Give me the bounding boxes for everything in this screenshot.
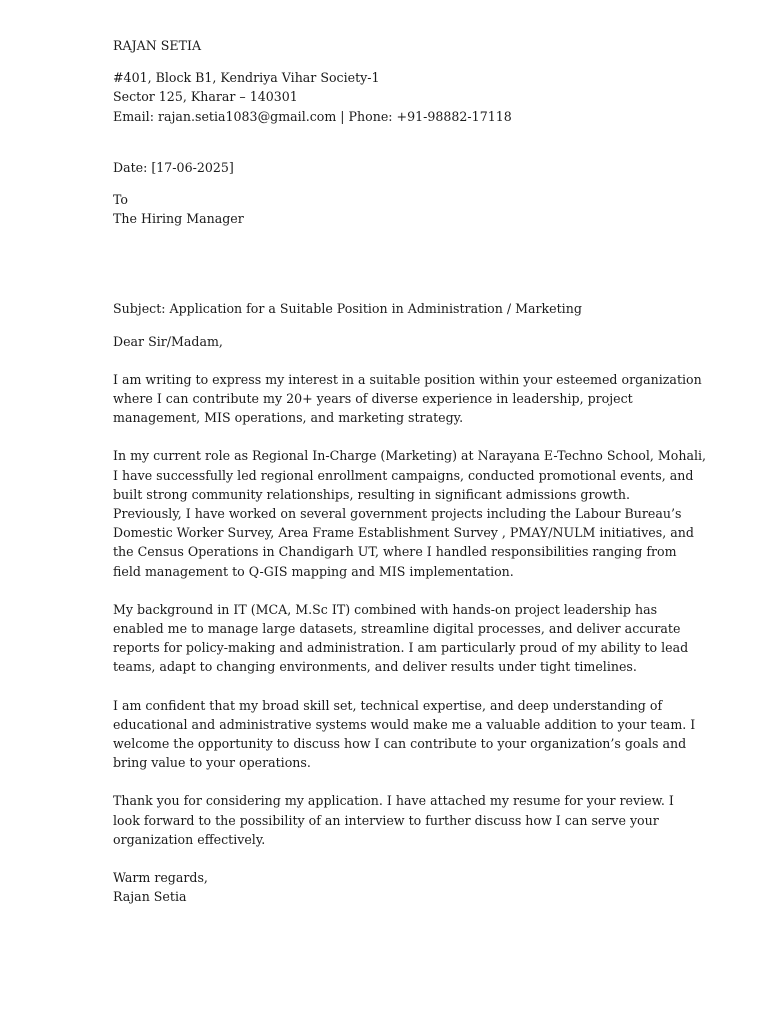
paragraph-line: I am confident that my broad skill set, technical expertise, and deep understanding of xyxy=(113,697,663,713)
letter-salutation: Dear Sir/Madam, xyxy=(113,333,223,349)
paragraph-line: In my current role as Regional In-Charge (Marketing) at Narayana E-Techno School, Mohali, xyxy=(113,448,707,464)
paragraph-line: the Census Operations in Chandigarh UT, where I handled responsibilities ranging from xyxy=(113,544,677,560)
paragraph-line: My background in IT (MCA, M.Sc IT) combined with hands-on project leadership has xyxy=(113,601,658,617)
letter-date: Date: [17-06-2025] xyxy=(113,159,234,175)
paragraph-line: educational and administrative systems would make me a valuable addition to your team. I xyxy=(113,716,696,732)
closing-name: Rajan Setia xyxy=(113,889,187,905)
paragraph-1 xyxy=(113,370,702,428)
paragraph-line: where I can contribute my 20+ years of diverse experience in leadership, project xyxy=(113,391,633,407)
sender-address-line1: #401, Block B1, Kendriya Vihar Society-1 xyxy=(113,70,380,86)
recipient-title: The Hiring Manager xyxy=(113,211,244,227)
letter-page xyxy=(113,36,707,907)
paragraph-line: Previously, I have worked on several government projects including the Labour Bureau’s xyxy=(113,506,682,522)
paragraph-line: look forward to the possibility of an interview to further discuss how I can serve your xyxy=(113,812,659,828)
paragraph-line: field management to Q-GIS mapping and MIS implementation. xyxy=(113,563,514,579)
paragraph-line: welcome the opportunity to discuss how I can contribute to your organization’s goals and xyxy=(113,736,687,752)
recipient-to: To xyxy=(113,192,129,208)
paragraph-line: enabled me to manage large datasets, streamline digital processes, and deliver accurate xyxy=(113,621,681,637)
paragraph-line: bring value to your operations. xyxy=(113,755,311,771)
paragraph-line: Thank you for considering my application. I have attached my resume for your review. I xyxy=(113,793,674,809)
paragraph-line: teams, adapt to changing environments, and deliver results under tight timelines. xyxy=(113,659,637,675)
paragraph-5 xyxy=(113,791,673,849)
paragraph-line: organization effectively. xyxy=(113,831,266,847)
sender-block xyxy=(113,36,673,126)
paragraph-line: built strong community relationships, resulting in significant admissions growth. xyxy=(113,486,631,502)
paragraph-4 xyxy=(113,696,696,773)
paragraph-2 xyxy=(113,446,707,580)
paragraph-line: I am writing to express my interest in a suitable position within your esteemed organization xyxy=(113,371,702,387)
closing-sign-off: Warm regards, xyxy=(113,870,208,886)
paragraph-line: management, MIS operations, and marketing strategy. xyxy=(113,410,464,426)
paragraph-line: I have successfully led regional enrollment campaigns, conducted promotional events, and xyxy=(113,467,694,483)
sender-address-line2: Sector 125, Kharar – 140301 xyxy=(113,89,298,105)
sender-contact: Email: rajan.setia1083@gmail.com | Phone: +91-98882-17118 xyxy=(113,108,512,124)
sender-name: RAJAN SETIA xyxy=(113,38,202,53)
paragraph-line: Domestic Worker Survey, Area Frame Establishment Survey , PMAY/NULM initiatives, and xyxy=(113,525,694,541)
closing-block xyxy=(113,868,673,906)
recipient-block xyxy=(113,190,673,228)
letter-subject: Subject: Application for a Suitable Position in Administration / Marketing xyxy=(113,301,582,317)
paragraph-3 xyxy=(113,600,689,677)
paragraph-line: reports for policy-making and administration. I am particularly proud of my ability to lead xyxy=(113,640,689,656)
